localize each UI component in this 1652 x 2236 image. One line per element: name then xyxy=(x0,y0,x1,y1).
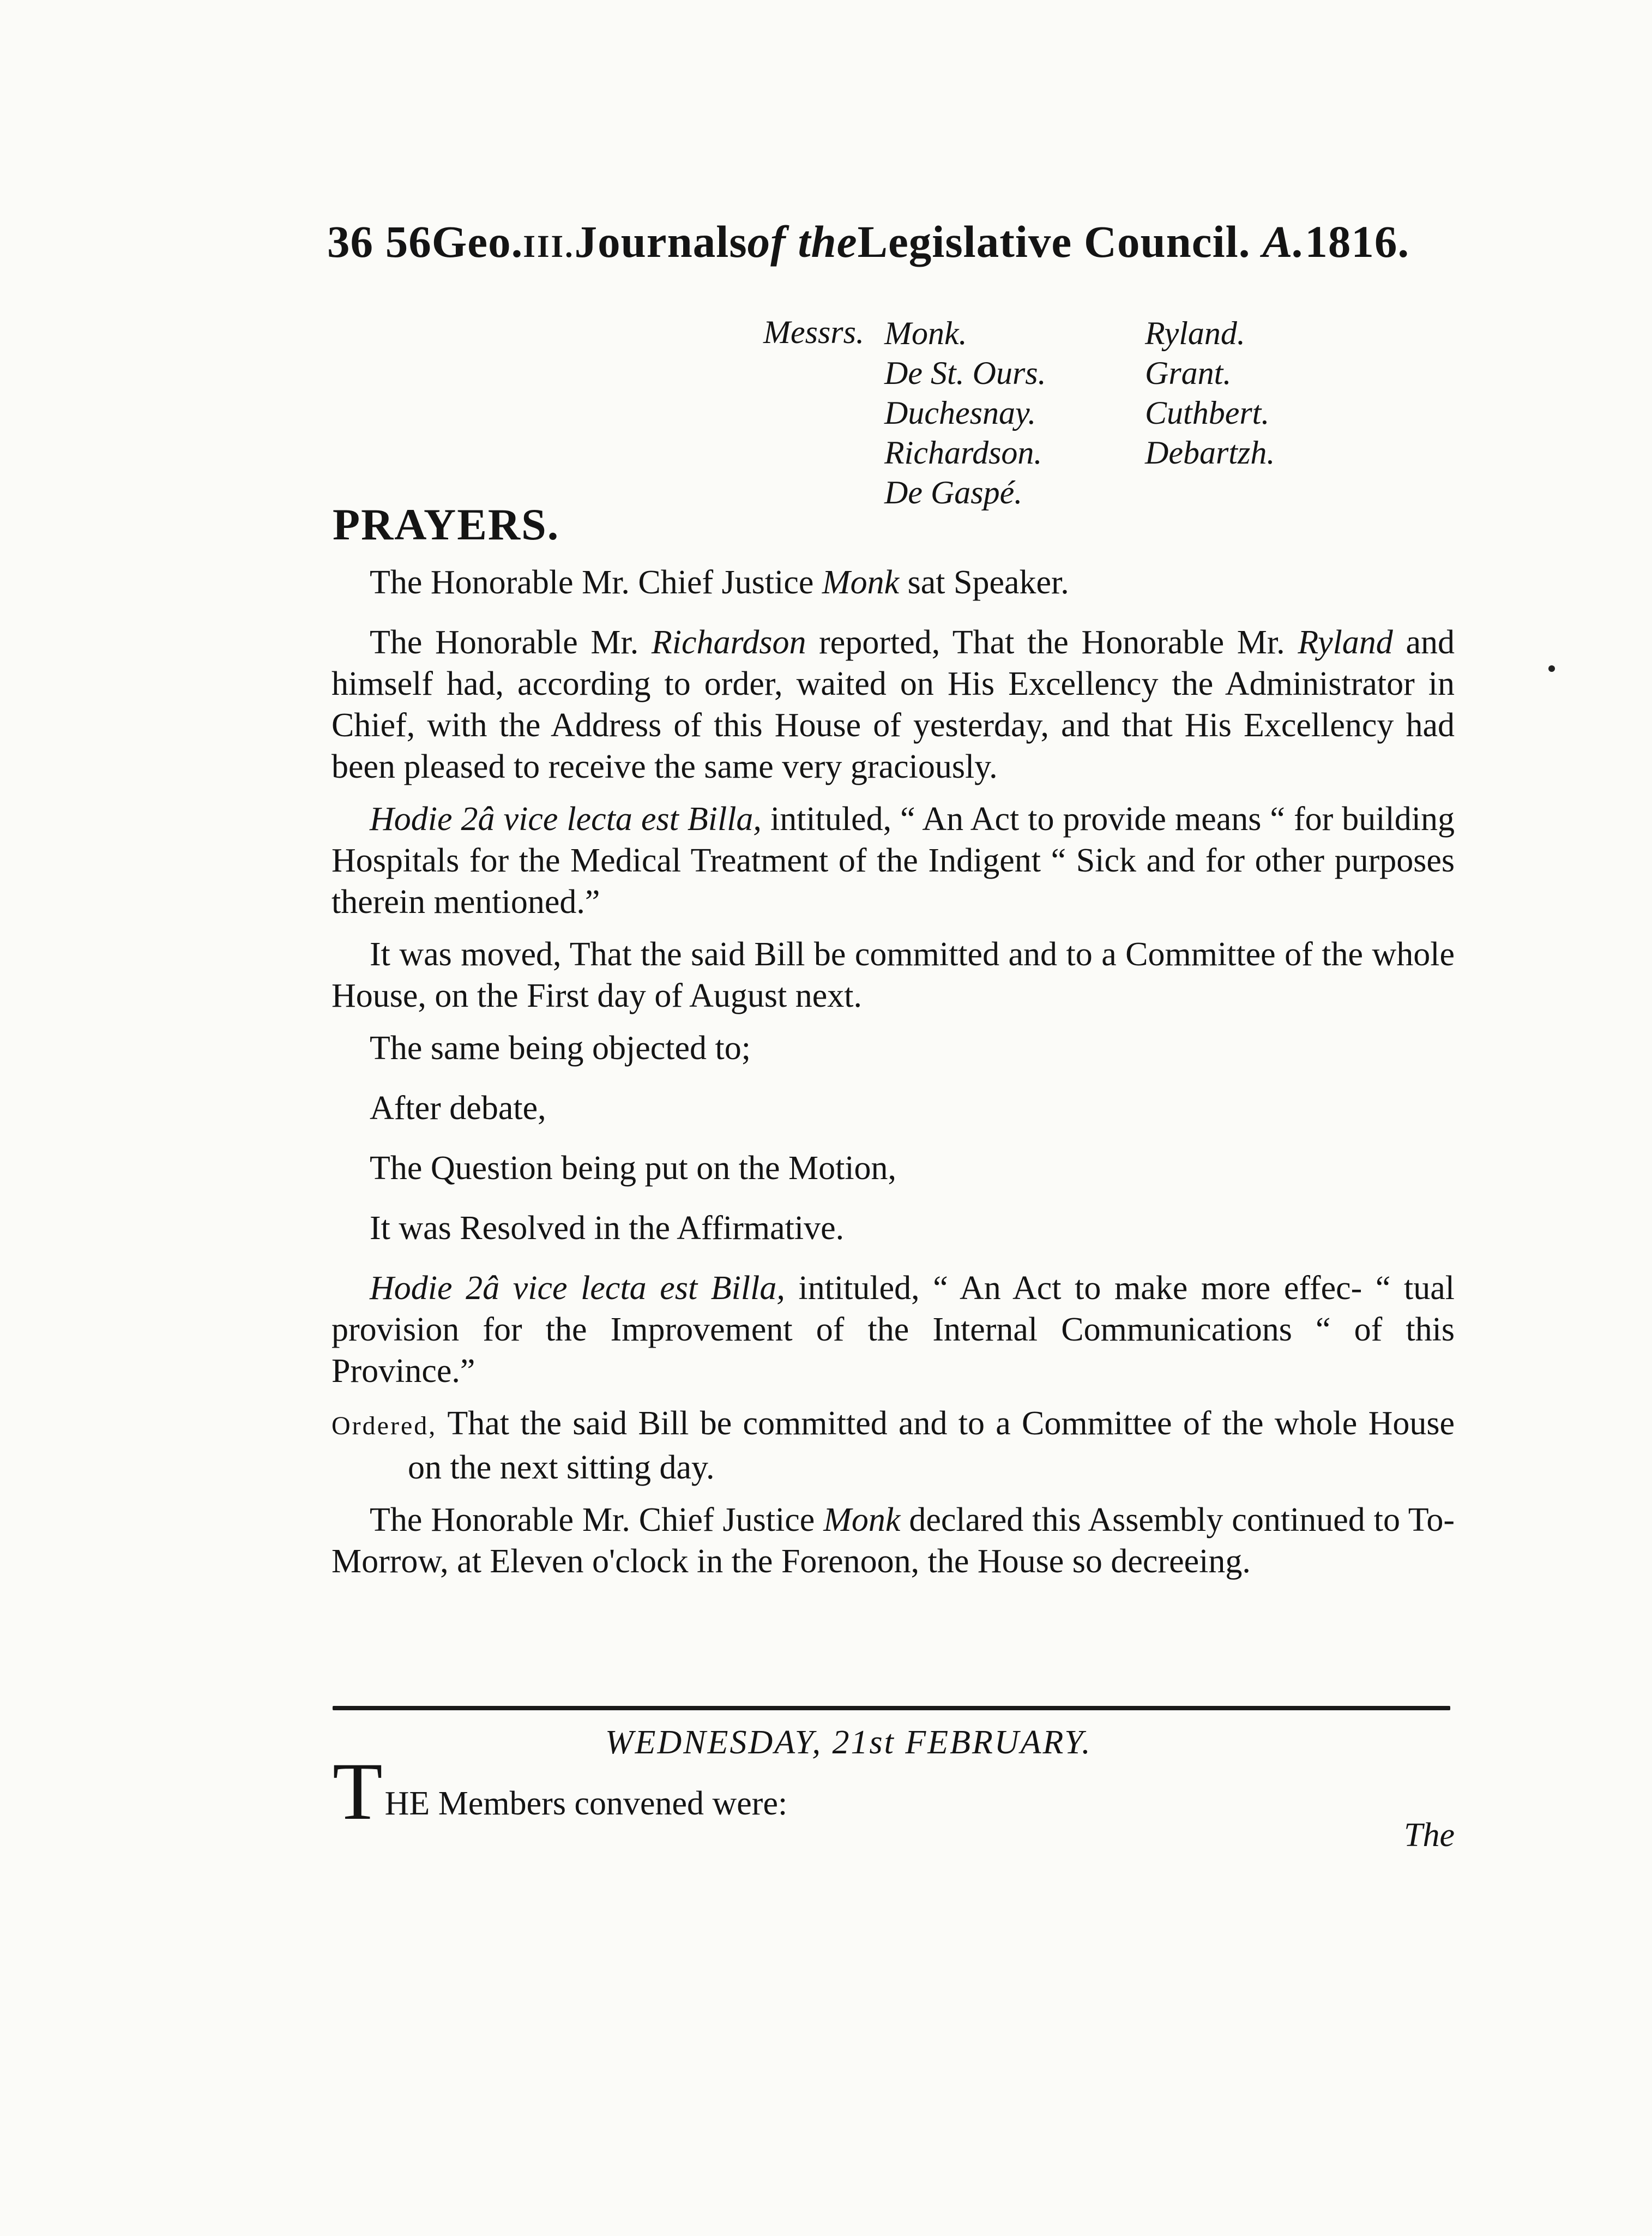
paragraph-question: The Question being put on the Motion, xyxy=(370,1150,897,1187)
proceedings-text xyxy=(331,562,1455,1593)
text-run: That the said Bill be committed and to a Committee of the whole House on the next sitting day. xyxy=(408,1405,1455,1486)
catchword: The xyxy=(1404,1817,1455,1854)
latin-run: Hodie 2â vice lecta est Billa, xyxy=(370,801,762,838)
member-name: De St. Ours. xyxy=(884,355,1046,391)
text-run: reported, That the Honorable Mr. xyxy=(806,624,1298,661)
date-heading: WEDNESDAY, 21st FEBRUARY. xyxy=(605,1724,1092,1761)
text-run: sat Speaker. xyxy=(899,564,1069,601)
member-name: De Gaspé. xyxy=(884,474,1023,510)
page-number: 36 xyxy=(327,217,373,267)
member-name: Ryland. xyxy=(1145,315,1245,351)
member-name: Monk. xyxy=(884,315,967,351)
regnal-numeral: III. xyxy=(523,229,575,264)
of-the-label: of the xyxy=(747,217,858,267)
member-name: Duchesnay. xyxy=(884,395,1036,431)
geo-label: Geo. xyxy=(431,217,523,267)
journals-label: Journals xyxy=(574,217,747,267)
name-run: Ryland xyxy=(1298,624,1393,661)
name-run: Richardson xyxy=(651,624,806,661)
latin-run: Hodie 2â vice lecta est Billa, xyxy=(370,1270,785,1307)
name-run: Monk xyxy=(823,1501,901,1538)
anno-label: A. xyxy=(1262,217,1305,267)
section-divider xyxy=(333,1706,1450,1710)
text-run: declared this Assembly continued to To-Morrow, at Eleven o'clock in the Forenoon, the House so decreeing. xyxy=(331,1501,1455,1580)
text-run: The Honorable Mr. Chief Justice xyxy=(370,1501,824,1538)
paragraph-debate: After debate, xyxy=(370,1090,546,1127)
text-run: intituled, “ An Act to provide means “ for building Hospitals for the Medical Treatment of the Indigent “ Sick and for other purposes therein mentioned.” xyxy=(331,801,1455,921)
regnal-year: 56 xyxy=(385,217,432,267)
paragraph-report xyxy=(331,622,1455,788)
drop-capital: T xyxy=(333,1746,383,1837)
member-name: Grant. xyxy=(1145,355,1232,391)
text-run: It was moved, That the said Bill be committed and to a Committee of the whole House, on the First day of August next. xyxy=(331,936,1455,1014)
council-label: Legislative Council. xyxy=(857,217,1251,267)
member-name: Debartzh. xyxy=(1145,435,1275,471)
text-run: The Honorable Mr. Chief Justice xyxy=(370,564,822,601)
members-convened-text: HE Members convened were: xyxy=(384,1785,788,1822)
prayers-heading: PRAYERS. xyxy=(333,500,560,549)
members-column-b xyxy=(1145,314,1275,473)
ink-speck xyxy=(1548,665,1555,672)
text-run: intituled, “ An Act to make more effec- “ tual provision for the Improvement of the Internal Communications “ of this Province.” xyxy=(331,1270,1455,1390)
messrs-label: Messrs. xyxy=(763,314,865,350)
text-run: and himself had, according to order, waited on His Excellency the Administrator in Chief, with the Address of this House of yesterday, and that His Excellency had been pleased to receive the same very graciously. xyxy=(331,624,1455,785)
paragraph-speaker xyxy=(331,562,1455,603)
year-label: 1816. xyxy=(1305,217,1410,267)
paragraph-adjourn xyxy=(331,1499,1455,1582)
paragraph-hospitals-bill xyxy=(331,798,1455,923)
paragraph-ordered xyxy=(331,1403,1455,1488)
member-name: Richardson. xyxy=(884,435,1042,471)
paragraph-resolved: It was Resolved in the Affirmative. xyxy=(370,1210,845,1247)
text-run: The Honorable Mr. xyxy=(370,624,652,661)
paragraph-motion xyxy=(331,934,1455,1017)
name-run: Monk xyxy=(822,564,900,601)
paragraph-objected: The same being objected to; xyxy=(370,1030,751,1067)
paragraph-communications-bill xyxy=(331,1267,1455,1392)
member-name: Cuthbert. xyxy=(1145,395,1270,431)
members-convened-line xyxy=(333,1746,788,1837)
members-column-a xyxy=(884,314,1046,513)
ordered-run: Ordered, xyxy=(331,1411,437,1440)
running-header xyxy=(327,215,1409,268)
